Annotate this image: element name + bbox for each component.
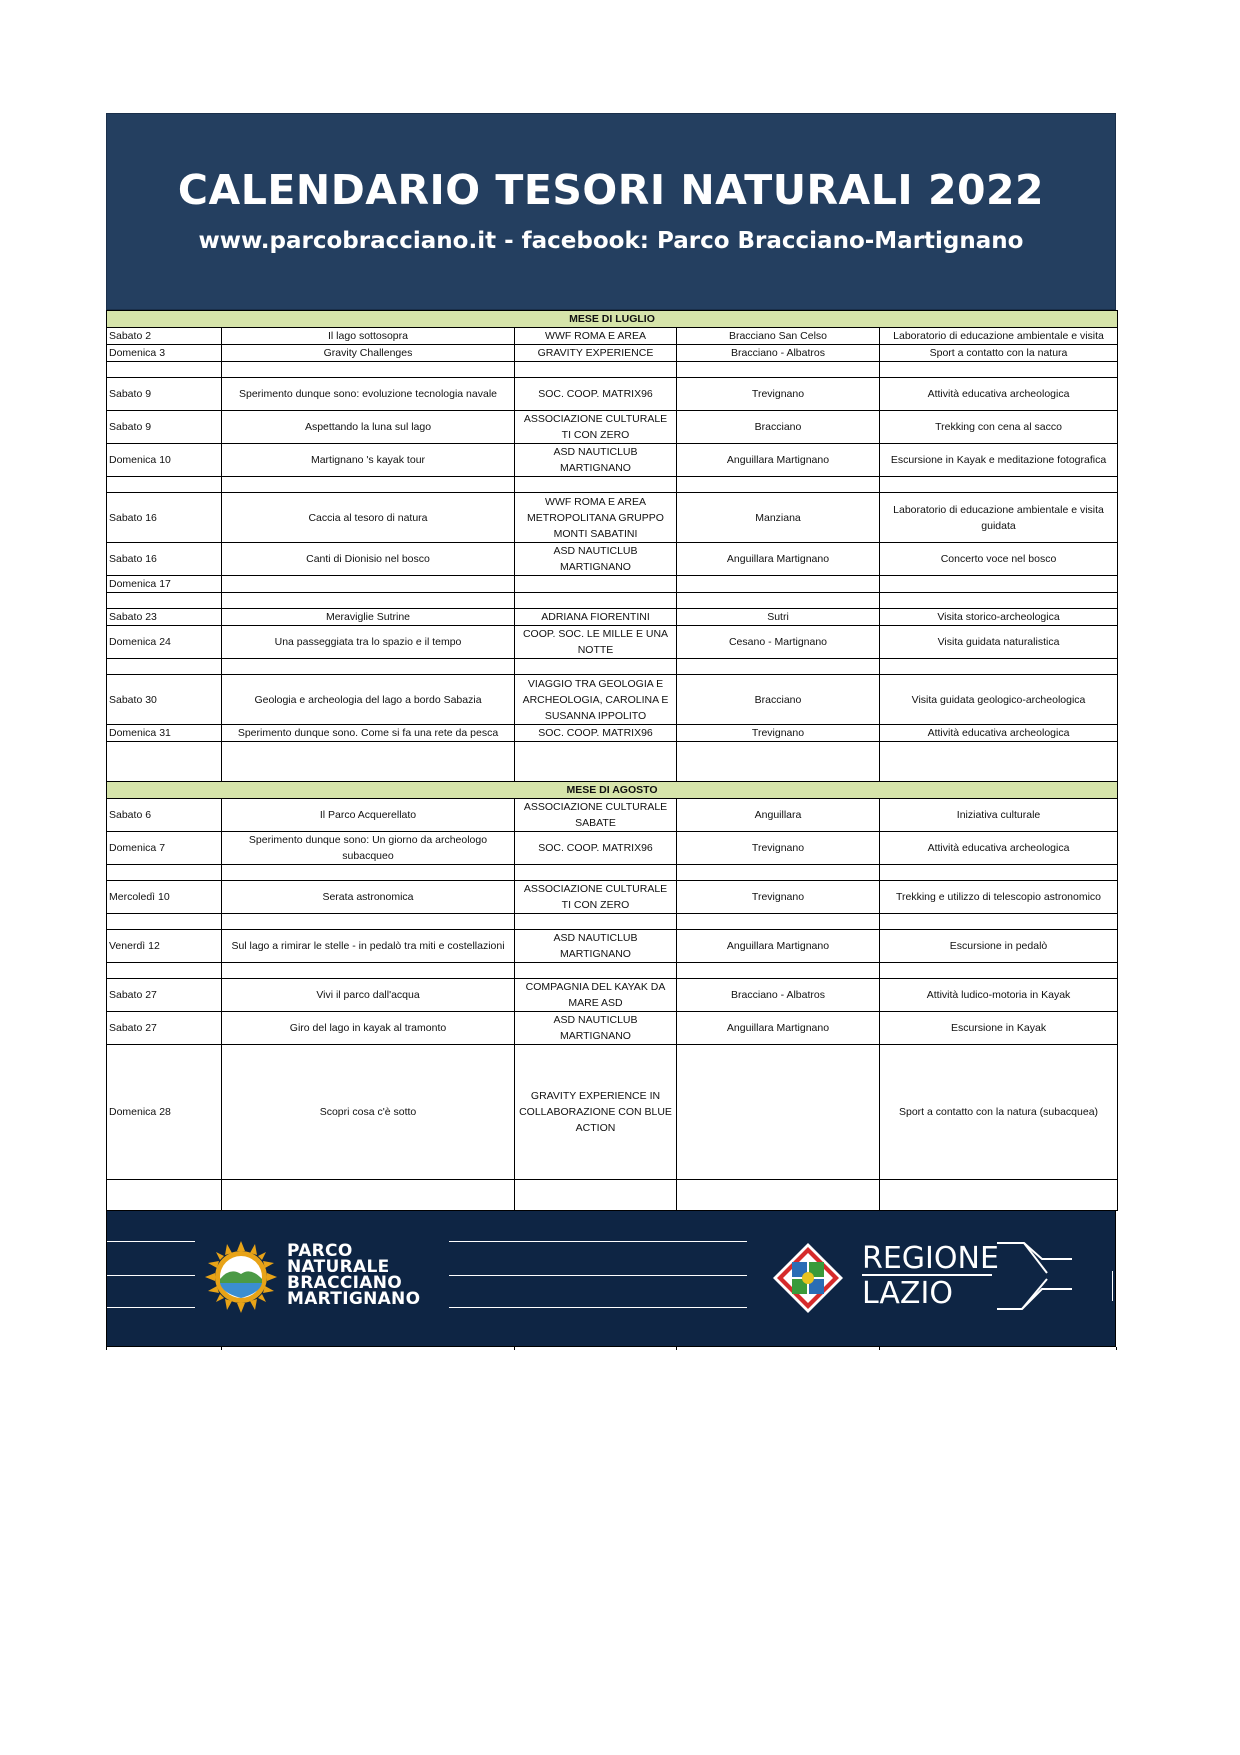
cell-event: Vivi il parco dall'acqua — [222, 979, 515, 1012]
cell-type — [880, 742, 1118, 782]
table-row — [107, 1012, 1118, 1045]
cell-event: Gravity Challenges — [222, 345, 515, 362]
cell-day: Sabato 27 — [107, 1012, 222, 1045]
table-row — [107, 477, 1118, 493]
regione-lazio-arrow-icon — [862, 1241, 1072, 1311]
cell-event: Giro del lago in kayak al tramonto — [222, 1012, 515, 1045]
cell-day: Sabato 6 — [107, 799, 222, 832]
cell-day — [107, 659, 222, 675]
table-row — [107, 362, 1118, 378]
month-header-row — [107, 311, 1118, 328]
cell-organizer: VIAGGIO TRA GEOLOGIA E ARCHEOLOGIA, CAROLINA E SUSANNA IPPOLITO — [515, 675, 677, 725]
cell-day: Domenica 31 — [107, 725, 222, 742]
cell-organizer — [515, 659, 677, 675]
month-header-row — [107, 782, 1118, 799]
cell-type: Trekking e utilizzo di telescopio astronomico — [880, 881, 1118, 914]
cell-organizer — [515, 1180, 677, 1211]
cell-event: Il Parco Acquerellato — [222, 799, 515, 832]
cell-location: Anguillara — [677, 799, 880, 832]
park-logo-text: PARCO NATURALE BRACCIANO MARTIGNANO — [287, 1241, 421, 1309]
cell-event — [222, 914, 515, 930]
cell-type: Visita guidata naturalistica — [880, 626, 1118, 659]
cell-location — [677, 659, 880, 675]
cell-event: Aspettando la luna sul lago — [222, 411, 515, 444]
table-row — [107, 493, 1118, 543]
cell-day — [107, 593, 222, 609]
cell-event — [222, 659, 515, 675]
cell-organizer: ASD NAUTICLUB MARTIGNANO — [515, 1012, 677, 1045]
cell-location — [677, 1180, 880, 1211]
cell-day — [107, 914, 222, 930]
cell-day: Domenica 17 — [107, 576, 222, 593]
table-row — [107, 444, 1118, 477]
cell-event: Sperimento dunque sono: Un giorno da archeologo subacqueo — [222, 832, 515, 865]
cell-organizer: SOC. COOP. MATRIX96 — [515, 832, 677, 865]
header-banner — [106, 113, 1116, 310]
cell-day: Domenica 10 — [107, 444, 222, 477]
cell-location: Anguillara Martignano — [677, 1012, 880, 1045]
cell-location: Trevignano — [677, 881, 880, 914]
cell-type — [880, 477, 1118, 493]
cell-location: Bracciano - Albatros — [677, 345, 880, 362]
cell-event: Meraviglie Sutrine — [222, 609, 515, 626]
cell-location — [677, 865, 880, 881]
cell-day: Sabato 27 — [107, 979, 222, 1012]
cell-organizer: ADRIANA FIORENTINI — [515, 609, 677, 626]
cell-location: Trevignano — [677, 832, 880, 865]
cell-location: Anguillara Martignano — [677, 444, 880, 477]
table-row — [107, 626, 1118, 659]
cell-day — [107, 1180, 222, 1211]
table-row — [107, 979, 1118, 1012]
cell-organizer — [515, 593, 677, 609]
cell-location: Cesano - Martignano — [677, 626, 880, 659]
table-row — [107, 799, 1118, 832]
cell-type — [880, 1180, 1118, 1211]
table-row — [107, 609, 1118, 626]
table-row — [107, 1045, 1118, 1180]
cell-event — [222, 593, 515, 609]
cell-type: Escursione in Kayak — [880, 1012, 1118, 1045]
cell-day: Mercoledì 10 — [107, 881, 222, 914]
cell-type: Visita guidata geologico-archeologica — [880, 675, 1118, 725]
cell-event: Sperimento dunque sono: evoluzione tecnologia navale — [222, 378, 515, 411]
cell-day: Sabato 30 — [107, 675, 222, 725]
table-row — [107, 543, 1118, 576]
cell-day — [107, 477, 222, 493]
cell-event — [222, 576, 515, 593]
table-row — [107, 914, 1118, 930]
cell-day: Domenica 3 — [107, 345, 222, 362]
cell-day: Domenica 7 — [107, 832, 222, 865]
cell-location: Bracciano — [677, 675, 880, 725]
table-row — [107, 576, 1118, 593]
cell-location: Bracciano San Celso — [677, 328, 880, 345]
cell-type: Attività educativa archeologica — [880, 378, 1118, 411]
page-subtitle: www.parcobracciano.it - facebook: Parco Bracciano-Martignano — [198, 228, 1024, 254]
cell-type: Laboratorio di educazione ambientale e visita guidata — [880, 493, 1118, 543]
cell-location — [677, 914, 880, 930]
table-row — [107, 345, 1118, 362]
cell-type: Sport a contatto con la natura — [880, 345, 1118, 362]
cell-location — [677, 963, 880, 979]
cell-type: Iniziativa culturale — [880, 799, 1118, 832]
cell-day — [107, 742, 222, 782]
cell-event: Martignano 's kayak tour — [222, 444, 515, 477]
cell-location: Manziana — [677, 493, 880, 543]
cell-type — [880, 593, 1118, 609]
page-title: CALENDARIO TESORI NATURALI 2022 — [177, 166, 1045, 214]
cell-location: Bracciano - Albatros — [677, 979, 880, 1012]
cell-organizer: WWF ROMA E AREA METROPOLITANA GRUPPO MONTI SABATINI — [515, 493, 677, 543]
cell-type: Concerto voce nel bosco — [880, 543, 1118, 576]
cell-type — [880, 576, 1118, 593]
cell-event: Scopri cosa c'è sotto — [222, 1045, 515, 1180]
cell-organizer — [515, 477, 677, 493]
cell-type: Attività educativa archeologica — [880, 725, 1118, 742]
cell-location: Anguillara Martignano — [677, 543, 880, 576]
month-header: MESE DI AGOSTO — [107, 782, 1118, 799]
table-row — [107, 328, 1118, 345]
cell-organizer — [515, 865, 677, 881]
cell-type: Visita storico-archeologica — [880, 609, 1118, 626]
cell-organizer — [515, 576, 677, 593]
cell-location: Anguillara Martignano — [677, 930, 880, 963]
cell-location: Bracciano — [677, 411, 880, 444]
table-row — [107, 930, 1118, 963]
cell-event: Serata astronomica — [222, 881, 515, 914]
cell-type — [880, 362, 1118, 378]
cell-event: Caccia al tesoro di natura — [222, 493, 515, 543]
cell-organizer: ASD NAUTICLUB MARTIGNANO — [515, 543, 677, 576]
cell-organizer: GRAVITY EXPERIENCE — [515, 345, 677, 362]
cell-location — [677, 593, 880, 609]
park-logo-icon — [205, 1241, 277, 1313]
cell-location: Sutri — [677, 609, 880, 626]
cell-organizer: SOC. COOP. MATRIX96 — [515, 725, 677, 742]
cell-organizer: ASSOCIAZIONE CULTURALE TI CON ZERO — [515, 411, 677, 444]
table-row — [107, 963, 1118, 979]
table-row — [107, 1180, 1118, 1211]
table-row — [107, 742, 1118, 782]
cell-location — [677, 742, 880, 782]
cell-location — [677, 362, 880, 378]
table-row — [107, 593, 1118, 609]
table-row — [107, 675, 1118, 725]
table-row — [107, 832, 1118, 865]
cell-organizer — [515, 362, 677, 378]
cell-day: Sabato 16 — [107, 543, 222, 576]
cell-day: Sabato 23 — [107, 609, 222, 626]
cell-day — [107, 865, 222, 881]
cell-location — [677, 477, 880, 493]
cell-location: Trevignano — [677, 378, 880, 411]
cell-event — [222, 362, 515, 378]
cell-event: Geologia e archeologia del lago a bordo Sabazia — [222, 675, 515, 725]
cell-type — [880, 659, 1118, 675]
events-table — [106, 310, 1118, 1211]
cell-day — [107, 963, 222, 979]
cell-day: Venerdì 12 — [107, 930, 222, 963]
cell-event: Una passeggiata tra lo spazio e il tempo — [222, 626, 515, 659]
cell-organizer: ASD NAUTICLUB MARTIGNANO — [515, 444, 677, 477]
cell-organizer: ASSOCIAZIONE CULTURALE TI CON ZERO — [515, 881, 677, 914]
table-row — [107, 725, 1118, 742]
cell-organizer: GRAVITY EXPERIENCE IN COLLABORAZIONE CON BLUE ACTION — [515, 1045, 677, 1180]
cell-type: Attività ludico-motoria in Kayak — [880, 979, 1118, 1012]
cell-day: Sabato 16 — [107, 493, 222, 543]
cell-organizer — [515, 742, 677, 782]
cell-type: Escursione in Kayak e meditazione fotografica — [880, 444, 1118, 477]
cell-day — [107, 362, 222, 378]
cell-event — [222, 963, 515, 979]
cell-event: Sul lago a rimirar le stelle - in pedalò tra miti e costellazioni — [222, 930, 515, 963]
cell-day: Domenica 24 — [107, 626, 222, 659]
cell-day: Domenica 28 — [107, 1045, 222, 1180]
table-row — [107, 881, 1118, 914]
cell-organizer: COOP. SOC. LE MILLE E UNA NOTTE — [515, 626, 677, 659]
cell-type — [880, 914, 1118, 930]
cell-organizer: WWF ROMA E AREA — [515, 328, 677, 345]
cell-event — [222, 742, 515, 782]
cell-type — [880, 963, 1118, 979]
cell-location — [677, 1045, 880, 1180]
cell-organizer — [515, 963, 677, 979]
regione-lazio-text: REGIONE LAZIO — [862, 1241, 999, 1311]
cell-location: Trevignano — [677, 725, 880, 742]
cell-type — [880, 865, 1118, 881]
month-header: MESE DI LUGLIO — [107, 311, 1118, 328]
cell-event: Sperimento dunque sono. Come si fa una rete da pesca — [222, 725, 515, 742]
calendar-sheet — [106, 113, 1117, 1350]
cell-organizer: SOC. COOP. MATRIX96 — [515, 378, 677, 411]
cell-organizer — [515, 914, 677, 930]
cell-event: Il lago sottosopra — [222, 328, 515, 345]
cell-day: Sabato 9 — [107, 378, 222, 411]
cell-organizer: COMPAGNIA DEL KAYAK DA MARE ASD — [515, 979, 677, 1012]
table-row — [107, 865, 1118, 881]
cell-type: Escursione in pedalò — [880, 930, 1118, 963]
cell-type: Trekking con cena al sacco — [880, 411, 1118, 444]
table-row — [107, 411, 1118, 444]
table-row — [107, 659, 1118, 675]
footer-logos — [106, 1211, 1116, 1347]
cell-location — [677, 576, 880, 593]
cell-organizer: ASD NAUTICLUB MARTIGNANO — [515, 930, 677, 963]
cell-type: Laboratorio di educazione ambientale e visita — [880, 328, 1118, 345]
regione-lazio-emblem-icon — [771, 1241, 845, 1315]
cell-organizer: ASSOCIAZIONE CULTURALE SABATE — [515, 799, 677, 832]
table-row — [107, 378, 1118, 411]
cell-day: Sabato 9 — [107, 411, 222, 444]
cell-event: Canti di Dionisio nel bosco — [222, 543, 515, 576]
cell-event — [222, 1180, 515, 1211]
cell-type: Sport a contatto con la natura (subacquea) — [880, 1045, 1118, 1180]
cell-event — [222, 865, 515, 881]
cell-type: Attività educativa archeologica — [880, 832, 1118, 865]
cell-day: Sabato 2 — [107, 328, 222, 345]
cell-event — [222, 477, 515, 493]
